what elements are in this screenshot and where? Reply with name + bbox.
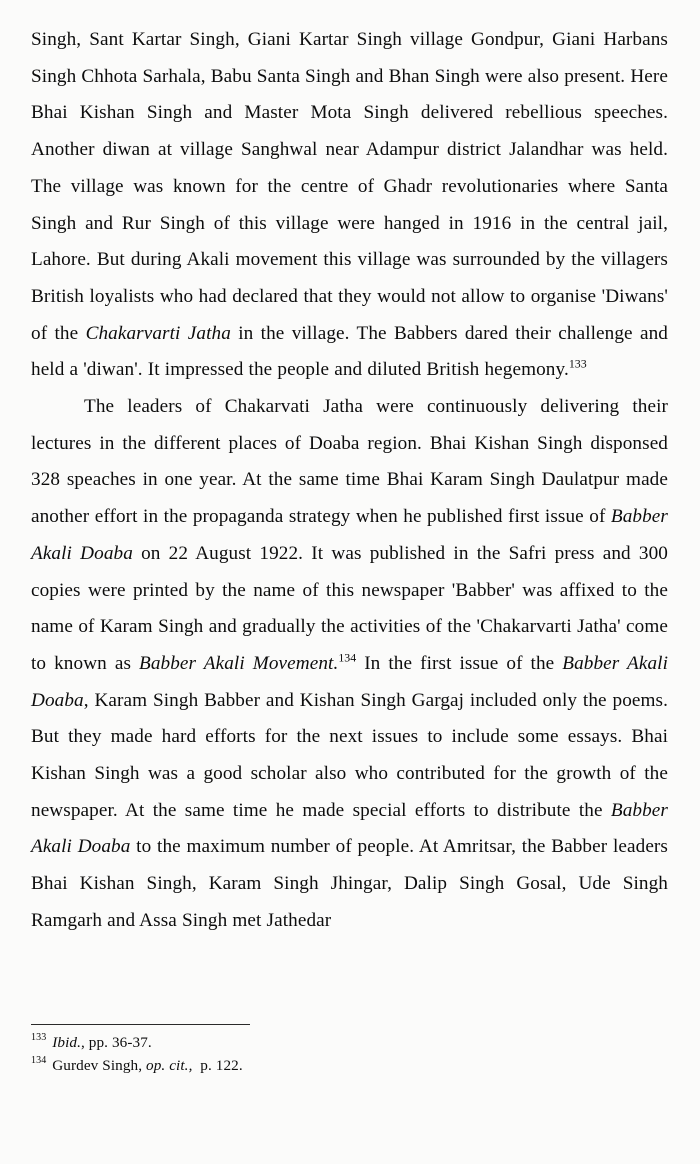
paragraph-2 <box>31 389 668 940</box>
footnote-number: 134 <box>31 1054 47 1066</box>
footnote-number: 133 <box>31 1032 47 1044</box>
footnote-reference: 133 <box>568 356 587 371</box>
footnote-entry-134 <box>31 1055 668 1078</box>
text-run: in the village. The Babbers dared their challenge and held a 'diwan'. It impressed the people and diluted British hegemony. <box>31 322 668 381</box>
italic-phrase: Babber Akali Doaba <box>31 506 668 564</box>
italic-phrase: op. cit., <box>146 1056 193 1074</box>
paragraph-1 <box>31 22 668 389</box>
body-text-block <box>31 22 668 940</box>
text-run: p. 122. <box>192 1056 243 1074</box>
text-run: The leaders of Chakarvati Jatha were continuously delivering their lectures in the different places of Doaba region. Bhai Kishan Singh disponsed 328 speaches in one year. At the same time Bhai Karam Singh Daulatpur made another effort in the propaganda strategy when he published first issue of <box>31 396 668 528</box>
text-run: to the maximum number of people. At Amritsar, the Babber leaders Bhai Kishan Singh, Karam Singh Jhingar, Dalip Singh Gosal, Ude Singh Ramgarh and Assa Singh met Jathedar <box>31 836 668 931</box>
text-run: In the first issue of the <box>356 652 563 674</box>
italic-phrase: Babber Akali Doaba <box>31 652 669 711</box>
italic-phrase: Babber Akali Doaba <box>31 799 668 858</box>
footnote-separator-rule <box>31 1024 250 1025</box>
text-run: Gurdev Singh, <box>48 1056 147 1074</box>
text-run: , pp. 36-37. <box>81 1034 152 1051</box>
italic-phrase: Chakarvarti Jatha <box>85 322 231 344</box>
text-run: , Karam Singh Babber and Kishan Singh Gargaj included only the poems. But they made hard efforts for the next issues to include some essays. Bhai Kishan Singh was a good scholar also who contributed for the growth of the newspaper. At the same time he made special efforts to distribute the <box>31 689 668 821</box>
italic-phrase: Babber Akali Movement. <box>139 652 339 674</box>
italic-phrase: Ibid. <box>52 1034 81 1051</box>
footnote-section <box>31 1024 668 1077</box>
text-run: Singh, Sant Kartar Singh, Giani Kartar Singh village Gondpur, Giani Harbans Singh Chhota Sarhala, Babu Santa Singh and Bhan Singh were also present. Here Bhai Kishan Singh and Master Mota Singh delivered rebellious speeches. Another diwan at village Sanghwal near Adampur district Jalandhar was held. The village was known for the centre of Ghadr revolutionaries where Santa Singh and Rur Singh of this village were hanged in 1916 in the central jail, Lahore. But during Akali movement this village was surrounded by the villagers British loyalists who had declared that they would not allow to organise 'Diwans' of the <box>31 29 668 344</box>
text-run: on 22 August 1922. It was published in the Safri press and 300 copies were printed by the name of this newspaper 'Babber' was affixed to the name of Karam Singh and gradually the activities of the 'Chakarvarti Jatha' come to known as <box>31 542 668 674</box>
footnote-entry-133 <box>31 1032 668 1055</box>
footnote-reference: 134 <box>338 650 357 665</box>
